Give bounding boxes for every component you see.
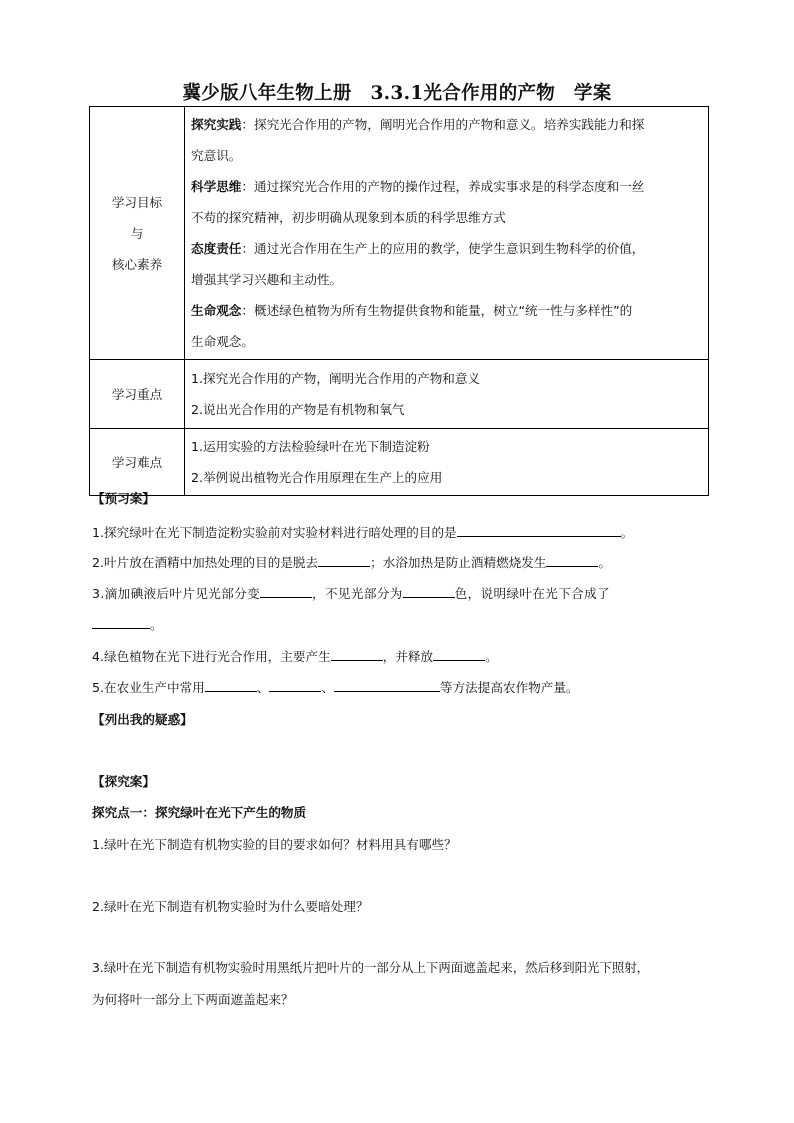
answer-blank[interactable] (318, 554, 370, 567)
table-row-difficulties (90, 429, 709, 496)
inquiry-question-3: 3.绿叶在光下制造有机物实验时用黑纸片把叶片的一部分从上下两面遮盖起来，然后移到阳光下照射， (92, 960, 650, 975)
answer-blank[interactable] (269, 679, 321, 692)
preview-heading: 【预习案】 (92, 491, 155, 506)
inquiry-question-3-cont: 为何将叶一部分上下两面遮盖起来？ (92, 992, 294, 1007)
preview-question-3-cont: 。 (92, 614, 163, 633)
objectives-content (185, 107, 709, 360)
page-title: 冀少版八年生物上册 3.3.1光合作用的产物 学案 (182, 83, 612, 104)
answer-blank[interactable] (433, 648, 485, 661)
preview-question-4: 4.绿色植物在光下进行光合作用，主要产生 ，并释放 。 (92, 649, 498, 664)
inquiry-question-1: 1.绿叶在光下制造有机物实验的目的要求如何？材料用具有哪些？ (92, 837, 457, 852)
objective-life-cont: 生命观念。 (191, 334, 254, 349)
preview-question-3: 3.滴加碘液后叶片见光部分变 ，不见光部分为 色，说明绿叶在光下合成了 (92, 586, 610, 601)
doubts-heading: 【列出我的疑惑】 (92, 712, 193, 727)
preview-question-1: 1.探究绿叶在光下制造淀粉实验前对实验材料进行暗处理的目的是 。 (92, 525, 634, 540)
objective-life: 生命观念：概述绿色植物为所有生物提供食物和能量，树立“统一性与多样性”的 (191, 303, 633, 318)
preview-question-2: 2.叶片放在酒精中加热处理的目的是脱去 ；水浴加热是防止酒精燃烧发生 。 (92, 555, 612, 570)
difficulties-label: 学习难点 (90, 429, 185, 496)
answer-blank[interactable] (92, 616, 150, 629)
difficulty-item: 1.运用实验的方法检验绿叶在光下制造淀粉 (191, 439, 430, 454)
key-points-content (185, 360, 709, 429)
inquiry-question-2: 2.绿叶在光下制造有机物实验时为什么要暗处理？ (92, 899, 369, 914)
key-point-item: 2.说出光合作用的产物是有机物和氧气 (191, 402, 405, 417)
objective-thinking-cont: 不苟的探究精神，初步明确从现象到本质的科学思维方式 (191, 210, 506, 225)
objective-practice-cont: 究意识。 (191, 148, 242, 163)
key-points-label: 学习重点 (90, 360, 185, 429)
objective-attitude-cont: 增强其学习兴趣和主动性。 (191, 272, 343, 287)
objective-attitude: 态度责任：通过光合作用在生产上的应用的教学，使学生意识到生物科学的价值， (191, 241, 645, 256)
objectives-table (89, 106, 709, 496)
objective-practice: 探究实践：探究光合作用的产物，阐明光合作用的产物和意义。培养实践能力和探 (191, 117, 645, 132)
answer-blank[interactable] (331, 648, 383, 661)
answer-blank[interactable] (403, 585, 455, 598)
answer-blank[interactable] (205, 679, 257, 692)
key-point-item: 1.探究光合作用的产物，阐明光合作用的产物和意义 (191, 371, 481, 386)
inquiry-heading: 【探究案】 (92, 774, 155, 789)
answer-blank[interactable] (457, 524, 621, 537)
difficulties-content (185, 429, 709, 496)
inquiry-point-1: 探究点一：探究绿叶在光下产生的物质 (92, 805, 307, 820)
difficulty-item: 2.举例说出植物光合作用原理在生产上的应用 (191, 470, 443, 485)
table-row-objectives (90, 107, 709, 360)
objectives-label: 学习目标 与 核心素养 (90, 107, 185, 360)
answer-blank[interactable] (260, 585, 312, 598)
preview-question-5: 5.在农业生产中常用 、 、 等方法提高农作物产量。 (92, 680, 579, 695)
table-row-key-points (90, 360, 709, 429)
answer-blank[interactable] (334, 679, 440, 692)
answer-blank[interactable] (546, 554, 598, 567)
objective-thinking: 科学思维：通过探究光合作用的产物的操作过程，养成实事求是的科学态度和一丝 (191, 179, 645, 194)
